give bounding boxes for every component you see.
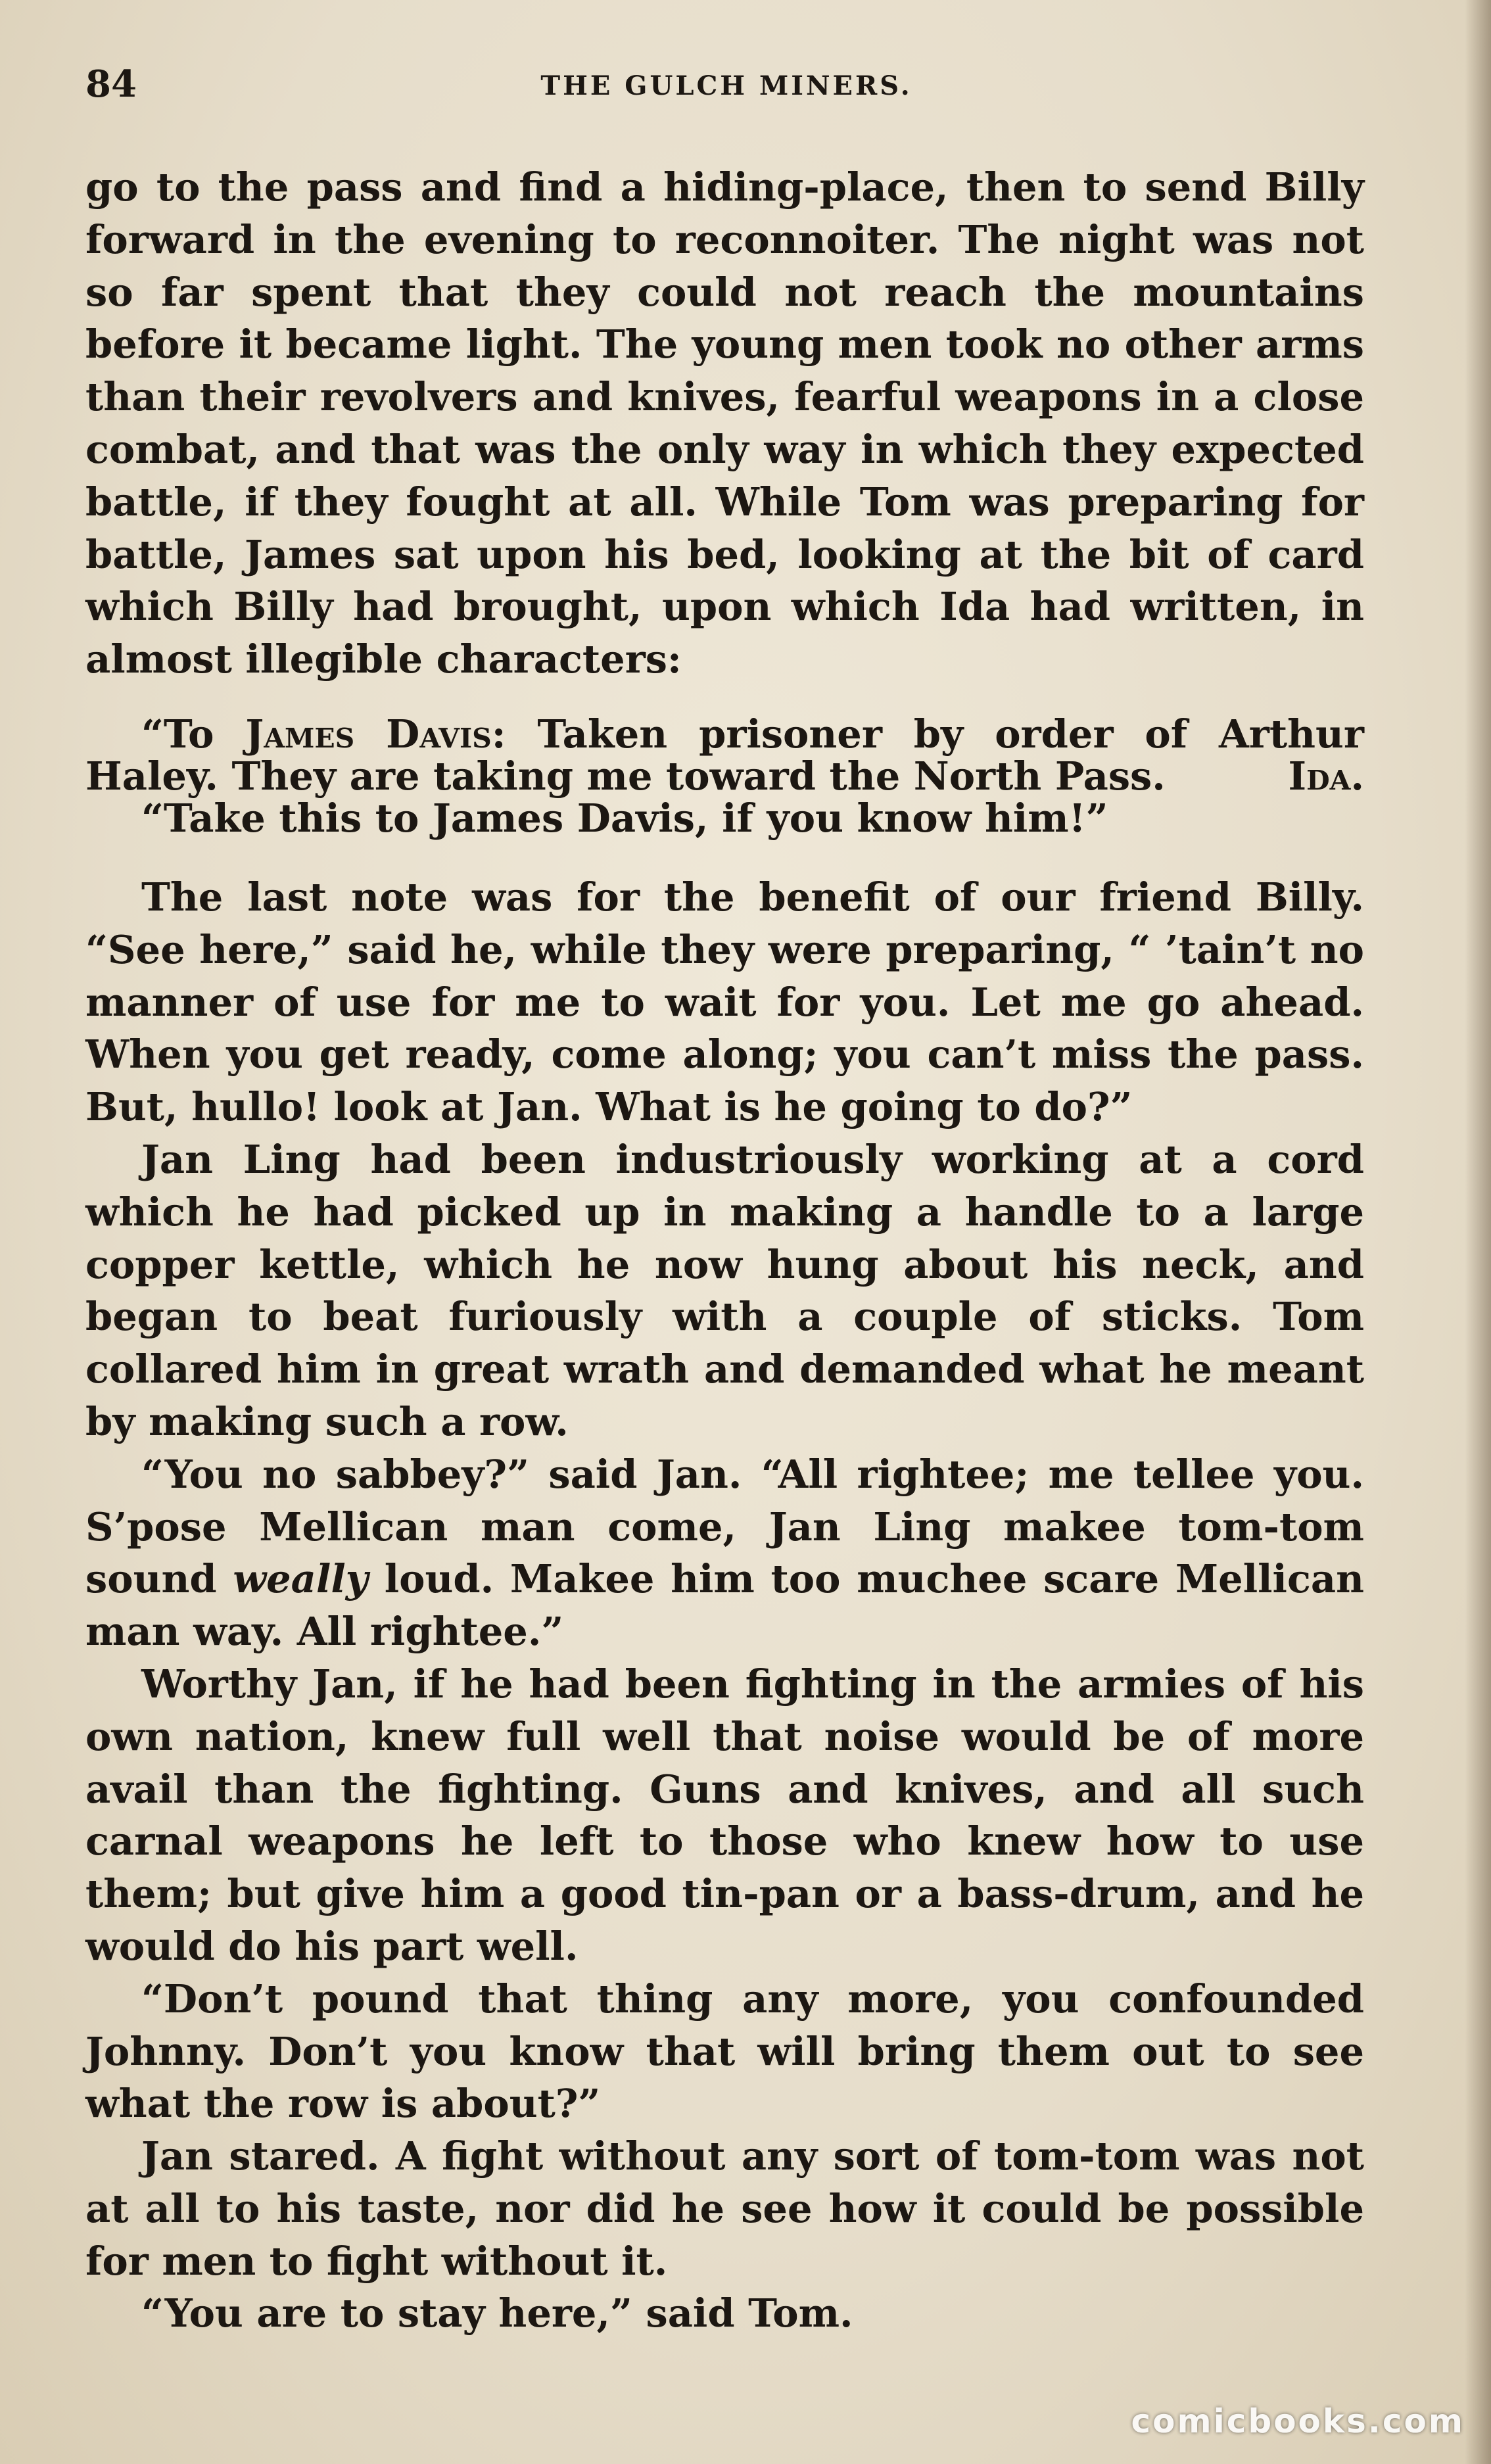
paragraph-4-emphasis: weally	[233, 1556, 369, 1602]
paragraph-8: “You are to stay here,” said Tom.	[141, 2290, 853, 2336]
paragraph-2: The last note was for the benefit of our friend Billy. “See here,” said he, while they were preparing, “ ’tain’t no manner of use for me to wait for you. Let me go ahead. When you get ready, come along; you can’t miss the pass. But, hullo! look at Jan. What is he going to do?”	[85, 874, 1364, 1130]
paragraph-4-part-2: loud. Makee him too muchee scare Mellican man way. All rightee.”	[85, 1556, 1365, 1655]
paragraph-4	[85, 1448, 1364, 1658]
paragraph-6: “Don’t pound that thing any more, you confounded Johnny. Don’t you know that will bring them out to see what the row is about?”	[85, 1976, 1364, 2127]
paragraph-7: Jan stared. A fight without any sort of tom-tom was not at all to his taste, nor did he see how it could be possible for men to fight without it.	[85, 2133, 1364, 2284]
paragraph-1: go to the pass and find a hiding-place, then to send Billy forward in the evening to reconnoiter. The night was not so far spent that they could not reach the mountains before it became light. The young men took no other arms than their revolvers and knives, fearful weapons in a close combat, and that was the only way in which they expected battle, if they fought at all. While Tom was preparing for battle, James sat upon his bed, looking at the bit of card which Billy had brought, upon which Ida had written, in almost illegible characters:	[85, 164, 1364, 682]
paragraph-4-part-1: “You no sabbey?” said Jan. “All rightee; me tellee you. S’pose Mellican man come, Jan Ling makee tom-tom sound	[85, 1451, 1364, 1602]
body-text	[85, 161, 1364, 2340]
page-number: 84	[85, 62, 137, 106]
paragraph-3: Jan Ling had been industriously working at a cord which he had picked up in making a handle to a large copper kettle, which he now hung about his neck, and began to beat furiously with a couple of sticks. Tom collared him in great wrath and demanded what he meant by making such a row.	[85, 1136, 1364, 1444]
running-title: THE GULCH MINERS.	[540, 70, 912, 101]
note-lead: “To	[141, 711, 246, 757]
note-addressee: James Davis	[245, 711, 492, 757]
page-header	[85, 62, 1367, 115]
note-text: : Taken prisoner by order of Arthur Haley. They are taking me toward the North Pass.	[85, 711, 1364, 799]
note-signature: Ida.	[1288, 753, 1364, 799]
note-card	[85, 713, 1364, 797]
watermark: comicbooks.com	[1131, 2402, 1465, 2440]
paragraph-5: Worthy Jan, if he had been fighting in the armies of his own nation, knew full well that noise would be of more avail than the fighting. Guns and knives, and all such carnal weapons he left to those who knew how to use them; but give him a good tin-pan or a bass-drum, and he would do his part well.	[85, 1661, 1364, 1969]
page-edge-shadow	[1465, 0, 1491, 2464]
note-postscript: “Take this to James Davis, if you know him!”	[141, 795, 1108, 841]
